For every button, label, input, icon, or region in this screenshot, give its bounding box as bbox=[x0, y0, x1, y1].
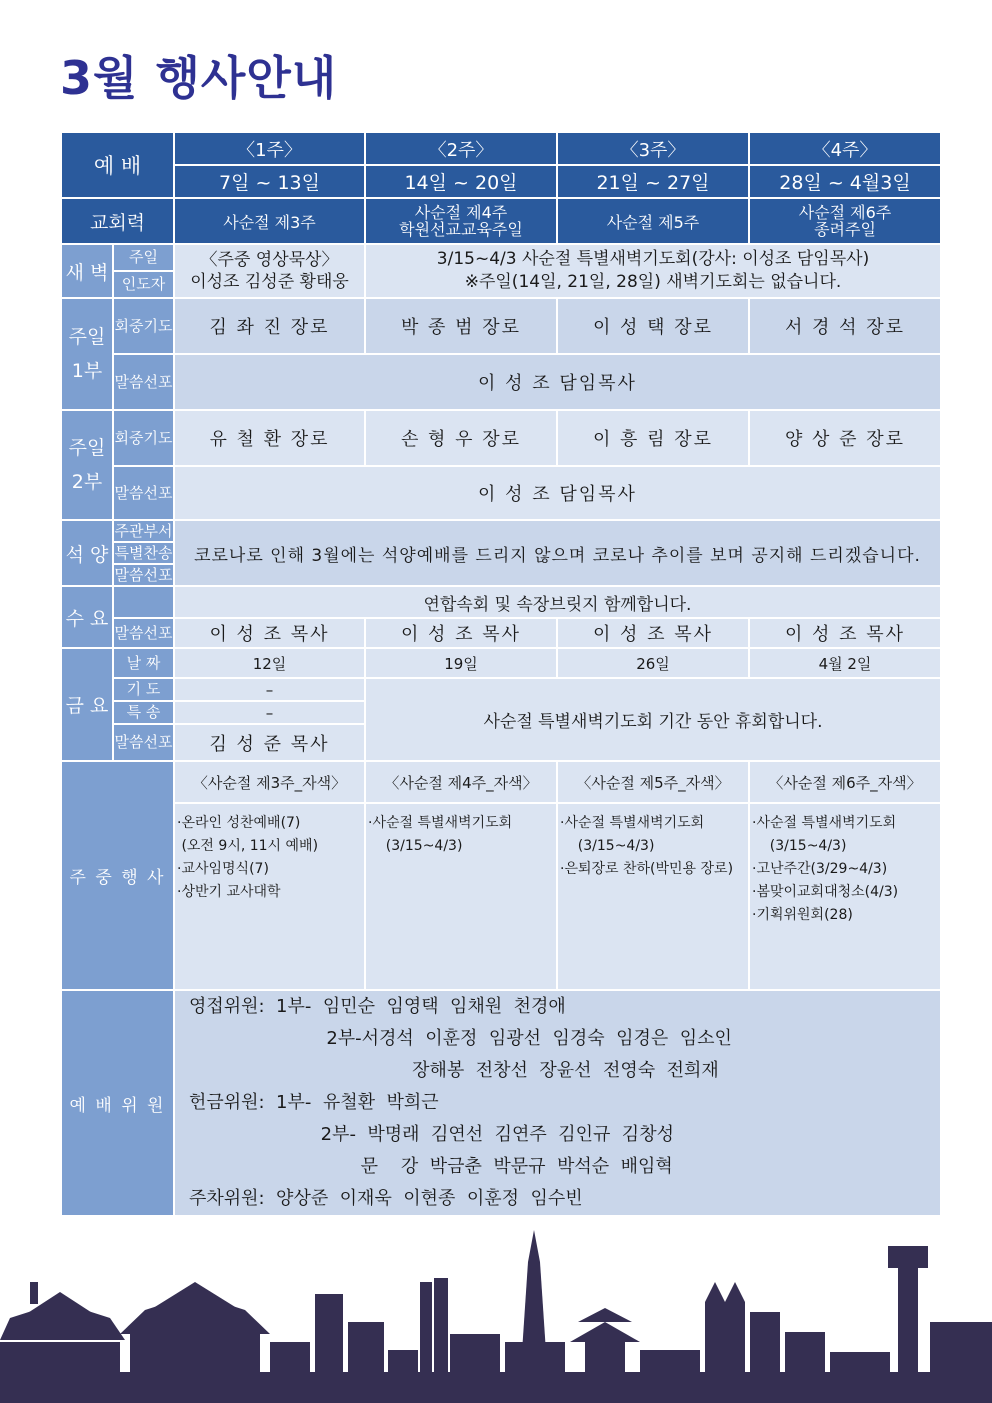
sermon-label: 말씀선포 bbox=[113, 466, 174, 520]
calendar-cell bbox=[557, 198, 749, 244]
calendar-text: 종려주일 bbox=[814, 220, 876, 239]
dawn-label: 새 벽 bbox=[61, 244, 113, 298]
sermon-label: 말씀선포 bbox=[113, 354, 174, 410]
staff-line: 문 강 박금춘 박문규 박석순 배임혁 bbox=[189, 1156, 673, 1177]
wednesday-label: 수 요 bbox=[61, 586, 113, 648]
staff-line: 2부-서경석 이훈정 임광선 임경숙 임경은 임소인 bbox=[189, 1028, 732, 1049]
friday-date: 26일 bbox=[557, 648, 749, 678]
event-head: 〈사순절 제5주_자색〉 bbox=[557, 761, 749, 803]
calendar-cell bbox=[749, 198, 941, 244]
week-label: 〈3주〉 bbox=[557, 132, 749, 165]
sunday2-label-line: 2부 bbox=[71, 471, 103, 493]
event-item: (오전 9시, 11시 예배) bbox=[177, 838, 319, 854]
event-item: (3/15~4/3) bbox=[368, 838, 463, 854]
wednesday-notice: 연합속회 및 속장브릿지 함께합니다. bbox=[174, 586, 941, 618]
prayer-label: 회중기도 bbox=[113, 410, 174, 466]
sermon-label: 말씀선포 bbox=[113, 618, 174, 648]
event-head: 〈사순절 제4주_자색〉 bbox=[365, 761, 557, 803]
week-label: 〈2주〉 bbox=[365, 132, 557, 165]
friday-label: 금 요 bbox=[61, 648, 113, 761]
wednesday-empty bbox=[113, 586, 174, 618]
week-label: 〈1주〉 bbox=[174, 132, 365, 165]
evening-sub-label: 말씀선포 bbox=[113, 564, 174, 586]
event-item: (3/15~4/3) bbox=[560, 838, 655, 854]
dawn-notice-line: 3/15~4/3 사순절 특별새벽기도회(강사: 이성조 담임목사) bbox=[436, 249, 870, 269]
calendar-text: 학원선교교육주일 bbox=[399, 220, 523, 239]
sermon-cell: 이 성 조 목사 bbox=[365, 618, 557, 648]
event-item: ·기획위원회(28) bbox=[752, 907, 853, 923]
sermon-cell: 이 성 조 담임목사 bbox=[174, 466, 941, 520]
calendar-text: 사순절 제5주 bbox=[606, 212, 700, 232]
event-item: ·온라인 성찬예배(7) bbox=[177, 815, 301, 831]
event-list bbox=[557, 803, 749, 990]
events-label: 주 중 행 사 bbox=[61, 761, 174, 990]
dawn-notice bbox=[365, 244, 941, 298]
page-title: 3월 행사안내 bbox=[60, 51, 338, 105]
sunday1-label bbox=[61, 298, 113, 410]
calendar-text: 사순절 제6주 bbox=[798, 203, 892, 222]
event-item: ·고난주간(3/29~4/3) bbox=[752, 861, 888, 877]
event-item: ·은퇴장로 찬하(박민용 장로) bbox=[560, 861, 734, 877]
event-head: 〈사순절 제6주_자색〉 bbox=[749, 761, 941, 803]
staff-list bbox=[174, 990, 941, 1216]
week-label: 〈4주〉 bbox=[749, 132, 941, 165]
sermon-cell: 이 성 조 목사 bbox=[174, 618, 365, 648]
dawn-sub-label: 주일 bbox=[113, 244, 174, 271]
sermon-cell: 이 성 조 목사 bbox=[557, 618, 749, 648]
calendar-text: 사순절 제4주 bbox=[414, 203, 508, 222]
event-list bbox=[749, 803, 941, 990]
friday-notice: 사순절 특별새벽기도회 기간 동안 휴회합니다. bbox=[365, 678, 941, 761]
event-item: ·봄맞이교회대청소(4/3) bbox=[752, 884, 899, 900]
week-dates: 14일 ~ 20일 bbox=[365, 165, 557, 198]
friday-special: – bbox=[174, 701, 365, 724]
dawn-week1-title: 〈주중 영상묵상〉 bbox=[200, 250, 339, 270]
staff-line: 장해봉 전창선 장윤선 전영숙 전희재 bbox=[189, 1060, 719, 1081]
event-item: ·사순절 특별새벽기도회 bbox=[752, 815, 897, 831]
calendar-cell bbox=[365, 198, 557, 244]
schedule-table bbox=[60, 131, 942, 1217]
event-item: ·사순절 특별새벽기도회 bbox=[560, 815, 705, 831]
event-item: (3/15~4/3) bbox=[752, 838, 847, 854]
prayer-label: 기 도 bbox=[113, 678, 174, 701]
sermon-cell: 이 성 조 목사 bbox=[749, 618, 941, 648]
prayer-cell: 유 철 환 장로 bbox=[174, 410, 365, 466]
friday-date: 12일 bbox=[174, 648, 365, 678]
prayer-cell: 양 상 준 장로 bbox=[749, 410, 941, 466]
sermon-label: 말씀선포 bbox=[113, 724, 174, 761]
staff-line: 영접위원: 1부- 임민순 임영택 임채원 천경애 bbox=[189, 996, 566, 1017]
friday-date: 19일 bbox=[365, 648, 557, 678]
event-head: 〈사순절 제3주_자색〉 bbox=[174, 761, 365, 803]
calendar-cell bbox=[174, 198, 365, 244]
prayer-cell: 박 종 범 장로 bbox=[365, 298, 557, 354]
event-item: ·사순절 특별새벽기도회 bbox=[368, 815, 513, 831]
dawn-notice-line: ※주일(14일, 21일, 28일) 새벽기도회는 없습니다. bbox=[464, 272, 842, 292]
event-list bbox=[365, 803, 557, 990]
prayer-cell: 이 흥 림 장로 bbox=[557, 410, 749, 466]
sunday2-label bbox=[61, 410, 113, 520]
dawn-week1-names: 이성조 김성준 황태웅 bbox=[190, 272, 349, 292]
dawn-week1 bbox=[174, 244, 365, 298]
staff-line: 2부- 박명래 김연선 김연주 김인규 김창성 bbox=[189, 1124, 674, 1145]
sunday2-label-line: 주일 bbox=[68, 437, 106, 459]
friday-prayer: – bbox=[174, 678, 365, 701]
date-label: 날 짜 bbox=[113, 648, 174, 678]
week-dates: 21일 ~ 27일 bbox=[557, 165, 749, 198]
event-list bbox=[174, 803, 365, 990]
event-item: ·교사임명식(7) bbox=[177, 861, 269, 877]
city-skyline-illustration bbox=[0, 1222, 992, 1403]
sunday1-label-line: 1부 bbox=[71, 360, 103, 382]
dawn-sub-label: 인도자 bbox=[113, 271, 174, 298]
evening-sub-label: 주관부서 bbox=[113, 520, 174, 542]
staff-line: 헌금위원: 1부- 유철환 박희근 bbox=[189, 1092, 439, 1113]
evening-sub-label: 특별찬송 bbox=[113, 542, 174, 564]
sermon-cell: 이 성 조 담임목사 bbox=[174, 354, 941, 410]
friday-sermon: 김 성 준 목사 bbox=[174, 724, 365, 761]
evening-label: 석 양 bbox=[61, 520, 113, 586]
evening-notice: 코로나로 인해 3월에는 석양예배를 드리지 않으며 코로나 추이를 보며 공지해 드리겠습니다. bbox=[174, 520, 941, 586]
worship-header: 예 배 bbox=[61, 132, 174, 198]
week-dates: 28일 ~ 4월3일 bbox=[749, 165, 941, 198]
skyline-silhouette bbox=[0, 1230, 992, 1403]
prayer-cell: 서 경 석 장로 bbox=[749, 298, 941, 354]
staff-line: 주차위원: 양상준 이재욱 이현종 이훈정 임수빈 bbox=[189, 1188, 583, 1209]
calendar-header: 교회력 bbox=[61, 198, 174, 244]
special-label: 특 송 bbox=[113, 701, 174, 724]
friday-date: 4월 2일 bbox=[749, 648, 941, 678]
staff-label: 예 배 위 원 bbox=[61, 990, 174, 1216]
prayer-cell: 이 성 택 장로 bbox=[557, 298, 749, 354]
event-item: ·상반기 교사대학 bbox=[177, 884, 281, 900]
calendar-text: 사순절 제3주 bbox=[223, 212, 316, 232]
prayer-cell: 손 형 우 장로 bbox=[365, 410, 557, 466]
prayer-cell: 김 좌 진 장로 bbox=[174, 298, 365, 354]
prayer-label: 회중기도 bbox=[113, 298, 174, 354]
sunday1-label-line: 주일 bbox=[68, 326, 106, 348]
week-dates: 7일 ~ 13일 bbox=[174, 165, 365, 198]
